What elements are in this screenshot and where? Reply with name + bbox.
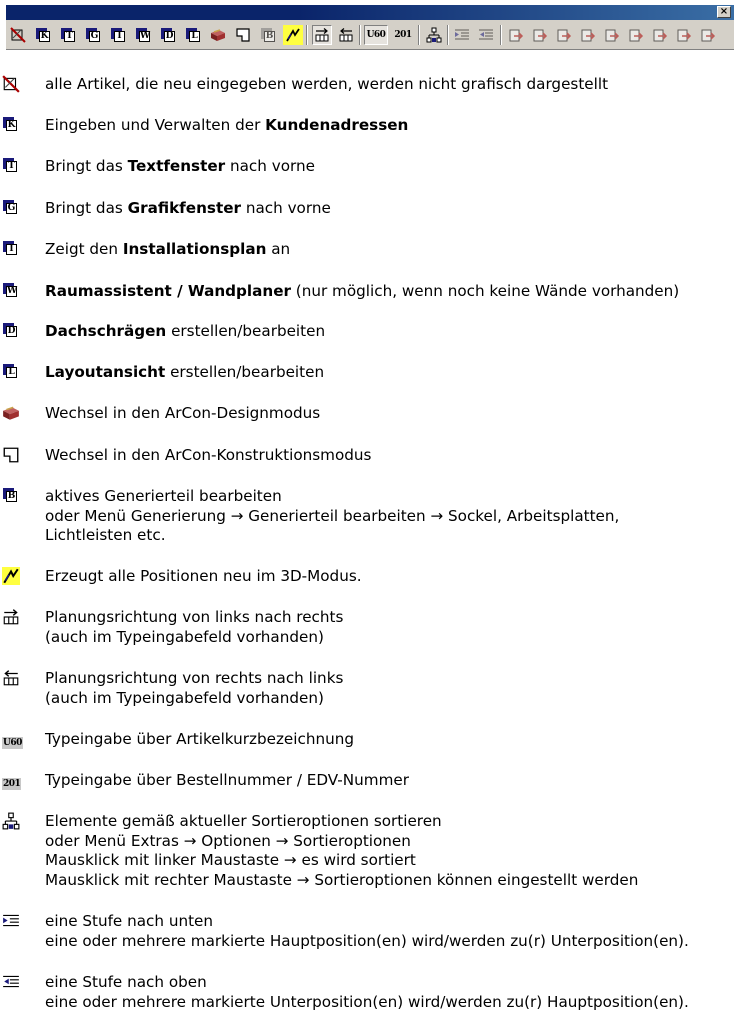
legend-text: an — [266, 240, 291, 258]
legend-keyword: Layoutansicht — [45, 363, 166, 381]
text-window-t-icon: T — [60, 27, 76, 43]
legend-icon-slot — [2, 669, 22, 689]
legend-icon-slot — [2, 157, 22, 177]
legend-description — [45, 487, 735, 546]
legend-text: Bringt das — [45, 199, 128, 217]
legend-description — [45, 973, 735, 1012]
generated-part-b-icon: B — [260, 27, 276, 43]
legend-text: oder Menü Extras → Optionen → Sortieroptionen — [45, 831, 411, 850]
legend-description — [45, 812, 735, 890]
legend-line — [45, 363, 735, 383]
legend-line — [45, 973, 735, 993]
legend-text: eine Stufe nach unten — [45, 912, 214, 930]
legend-icon-slot — [2, 608, 22, 628]
legend-keyword: Kundenadressen — [265, 116, 409, 134]
legend-line — [45, 608, 735, 628]
legend-description — [45, 669, 735, 708]
legend-line — [45, 526, 735, 546]
room-assistant-w-icon: W — [135, 27, 151, 43]
legend-keyword: Grafikfenster — [127, 199, 241, 217]
legend-text: Mausklick mit linker Maustaste → es wird sortiert — [45, 851, 416, 869]
legend-description — [45, 157, 735, 177]
legend-icon-slot — [2, 240, 22, 260]
room-assistant-w-icon: W — [2, 282, 18, 298]
legend-line — [45, 487, 735, 507]
legend-text: erstellen/bearbeiten — [166, 322, 326, 340]
legend-line — [45, 669, 735, 689]
graphics-window-g-icon: G — [2, 199, 18, 215]
generated-part-b-icon: B — [2, 487, 18, 503]
sort-elements-icon — [2, 812, 20, 830]
legend-description — [45, 116, 735, 136]
legend-description — [45, 446, 735, 466]
legend-icon-slot — [2, 363, 22, 383]
customer-address-k-icon: K — [2, 116, 18, 132]
legend-text: Zeigt den — [45, 240, 123, 258]
legend-line — [45, 75, 735, 95]
roof-slope-d-icon: D — [160, 27, 176, 43]
legend-text: Planungsrichtung von links nach rechts — [45, 608, 344, 626]
legend-line — [45, 507, 735, 527]
legend-text: (nur möglich, wenn noch keine Wände vorhanden) — [290, 282, 680, 300]
legend-icon-slot — [2, 116, 22, 136]
no-graphics-icon — [2, 75, 20, 93]
legend-icon-slot — [2, 567, 22, 587]
graphics-window-g-icon: G — [85, 27, 101, 43]
legend-text: eine oder mehrere markierte Unterposition(en) wird/werden zu(r) Hauptposition(en). — [45, 992, 689, 1011]
layout-view-l-icon: L — [2, 363, 18, 379]
close-button[interactable]: × — [717, 6, 731, 18]
legend-icon-slot — [2, 199, 22, 219]
legend-line — [45, 199, 735, 219]
legend-text: (auch im Typeingabefeld vorhanden) — [45, 627, 324, 646]
legend-text: eine Stufe nach oben — [45, 973, 207, 991]
legend-line — [45, 157, 735, 177]
legend-icon-slot — [2, 487, 22, 507]
legend-keyword: Textfenster — [127, 157, 226, 175]
legend-text: Typeingabe über Artikelkurzbezeichnung — [45, 730, 354, 748]
legend-line — [45, 404, 735, 424]
legend-line — [45, 322, 735, 342]
legend-line — [45, 116, 735, 136]
legend-text: nach vorne — [225, 157, 315, 175]
legend-text: Eingeben und Verwalten der — [45, 116, 266, 134]
legend-line — [45, 771, 735, 791]
legend-description — [45, 322, 735, 342]
type-order-number-icon: 201 — [394, 30, 412, 40]
legend-icon-slot — [2, 282, 22, 302]
legend-text: eine oder mehrere markierte Hauptposition(en) wird/werden zu(r) Unterposition(en). — [45, 931, 689, 950]
legend-description — [45, 282, 735, 302]
legend-text: Typeingabe über Bestellnummer / EDV-Nummer — [45, 771, 409, 789]
legend-line — [45, 628, 735, 648]
legend-icon-slot — [2, 812, 22, 832]
legend-line — [45, 689, 735, 709]
legend-line — [45, 912, 735, 932]
type-order-number-icon: 201 — [3, 779, 21, 789]
legend-icon-slot — [2, 322, 22, 342]
legend-icon-slot — [2, 75, 22, 95]
arcon-construction-mode-icon — [2, 446, 20, 464]
legend-text: (auch im Typeingabefeld vorhanden) — [45, 688, 324, 707]
planning-left-to-right-icon — [2, 608, 20, 626]
legend-line — [45, 932, 735, 952]
legend-keyword: Dachschrägen — [45, 322, 167, 340]
legend-text: alle Artikel, die neu eingegeben werden, werden nicht grafisch dargestellt — [45, 75, 609, 93]
installation-plan-i-icon: I — [2, 240, 18, 256]
legend-description — [45, 608, 735, 647]
legend-text: Elemente gemäß aktueller Sortieroptionen sortieren — [45, 812, 442, 830]
legend-line — [45, 730, 735, 750]
layout-view-l-icon: L — [185, 27, 201, 43]
legend-keyword: Installationsplan — [122, 240, 267, 258]
planning-right-to-left-icon — [2, 669, 20, 687]
legend-text: oder Menü Generierung → Generierteil bearbeiten → Sockel, Arbeitsplatten, — [45, 506, 620, 525]
arcon-design-mode-icon — [2, 404, 20, 422]
legend-text: Wechsel in den ArCon-Designmodus — [45, 404, 321, 422]
legend-description — [45, 363, 735, 383]
legend-icon-slot — [2, 446, 22, 466]
legend-icon-slot — [2, 404, 22, 424]
legend-description — [45, 771, 735, 791]
level-up-icon — [2, 973, 20, 991]
legend-line — [45, 240, 735, 260]
roof-slope-d-icon: D — [2, 322, 18, 338]
legend-text: Lichtleisten etc. — [45, 526, 166, 544]
legend-icon-slot — [2, 771, 22, 791]
installation-plan-i-icon: I — [110, 27, 126, 43]
type-short-name-icon: U60 — [3, 738, 22, 748]
legend-keyword: Raumassistent / Wandplaner — [45, 282, 291, 300]
legend-description — [45, 75, 735, 95]
legend-description — [45, 199, 735, 219]
legend-text: Wechsel in den ArCon-Konstruktionsmodus — [45, 446, 372, 464]
legend-text: Mausklick mit rechter Maustaste → Sortieroptionen können eingestellt werden — [45, 870, 639, 889]
legend-line — [45, 567, 735, 587]
legend-text: erstellen/bearbeiten — [165, 363, 325, 381]
legend-text: Planungsrichtung von rechts nach links — [45, 669, 344, 687]
legend-line — [45, 851, 735, 871]
legend-icon-slot — [2, 912, 22, 932]
legend-text: aktives Generierteil bearbeiten — [45, 487, 282, 505]
legend-description — [45, 912, 735, 951]
text-window-t-icon: T — [2, 157, 18, 173]
legend-text: Erzeugt alle Positionen neu im 3D-Modus. — [45, 567, 362, 585]
legend-line — [45, 812, 735, 832]
legend-icon-slot — [2, 973, 22, 993]
legend-line — [45, 446, 735, 466]
legend-line — [45, 832, 735, 852]
regenerate-3d-icon — [2, 567, 20, 585]
legend-description — [45, 567, 735, 587]
legend-line — [45, 993, 735, 1013]
legend-description — [45, 730, 735, 750]
legend-text: nach vorne — [241, 199, 331, 217]
type-short-name-icon: U60 — [366, 30, 386, 40]
legend-icon-slot — [2, 730, 22, 750]
legend-line — [45, 871, 735, 891]
legend-description — [45, 240, 735, 260]
legend-line — [45, 282, 735, 302]
legend-description — [45, 404, 735, 424]
legend-text: Bringt das — [45, 157, 128, 175]
level-down-icon — [2, 912, 20, 930]
customer-address-k-icon: K — [35, 27, 51, 43]
